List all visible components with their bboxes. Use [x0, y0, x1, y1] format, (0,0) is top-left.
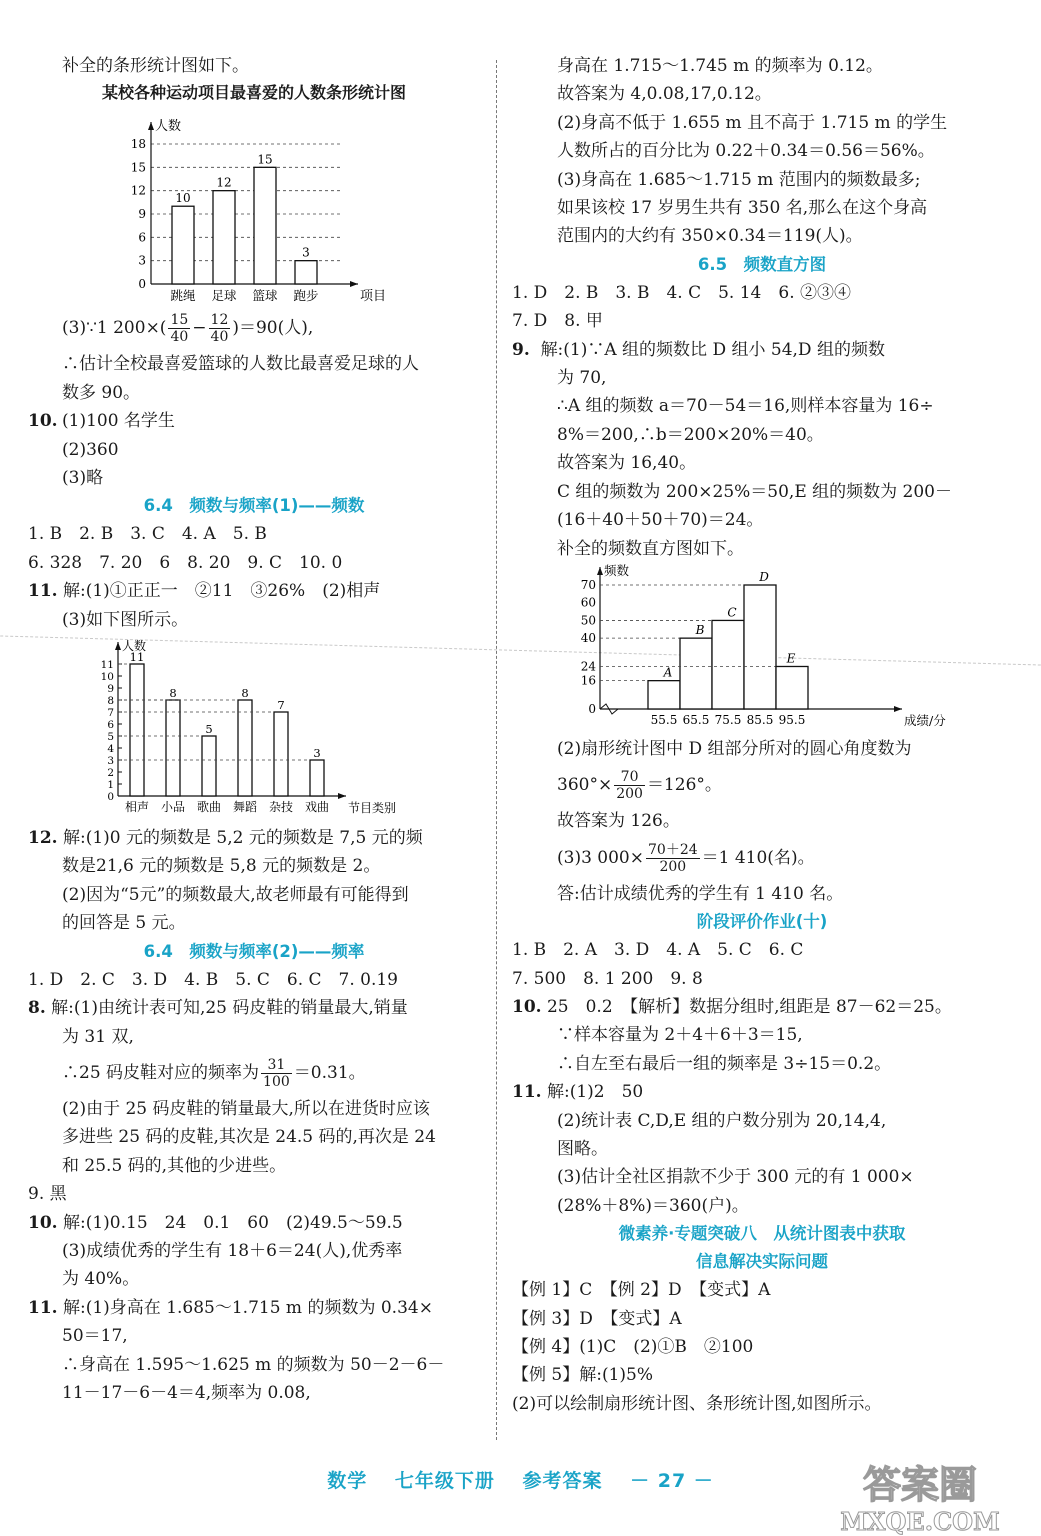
- denominator: 40: [210, 329, 229, 346]
- text-line: 故答案为 126。: [557, 811, 680, 832]
- text-line: 答:估计成绩优秀的学生有 1 410 名。: [557, 883, 844, 904]
- numerator: 15: [170, 312, 189, 329]
- text-line: 8%＝200,∴b＝200×20%＝40。: [557, 424, 824, 445]
- x-tick-label: 小品: [160, 800, 186, 815]
- denominator: 100: [263, 1073, 290, 1090]
- text-line: [512, 336, 1012, 364]
- histogram-bar: [744, 585, 776, 709]
- denominator: 40: [170, 329, 189, 346]
- text-line: ∴自左至右最后一组的频率是 3÷15＝0.2。: [557, 1053, 892, 1074]
- text: 360°×: [557, 775, 613, 796]
- text: 解:(1)0 元的频数是 5,2 元的频数是 7,5 元的频: [62, 828, 423, 849]
- text-line: ∴估计全校最喜爱篮球的人数比最喜爱足球的人: [62, 354, 419, 375]
- question-number: 10.: [512, 996, 542, 1017]
- bar: [202, 736, 216, 796]
- text-line: ∴身高在 1.595～1.625 m 的频数为 50－2－6－: [62, 1354, 445, 1375]
- text-line: (3)身高在 1.685～1.715 m 范围内的频数最多;: [557, 169, 921, 190]
- question-number: 11.: [28, 1297, 58, 1318]
- y-tick-label: 9: [107, 683, 114, 696]
- fraction: [646, 842, 700, 875]
- text-line: 故答案为 4,0.08,17,0.12。: [557, 84, 772, 105]
- text-line: 50＝17,: [62, 1326, 128, 1347]
- text-line: (1)100 名学生: [62, 411, 175, 432]
- text: 解:(1)身高在 1.685～1.715 m 的频数为 0.34×: [62, 1297, 433, 1318]
- bar-group-label: D: [759, 569, 769, 584]
- footer-subject: 数学: [327, 1470, 368, 1492]
- text: 解:(1)由统计表可知,25 码皮鞋的销量最大,销量: [51, 998, 408, 1019]
- x-tick-label: 95.5: [778, 712, 806, 727]
- text-line: [28, 577, 480, 605]
- text-line: 为 70,: [557, 368, 607, 389]
- text-line: 多进些 25 码的皮鞋,其次是 24.5 码的,再次是 24: [62, 1127, 436, 1148]
- x-tick-label: 杂技: [268, 800, 294, 815]
- y-tick-label: 9: [138, 207, 146, 222]
- text-line: (2)身高不低于 1.655 m 且不高于 1.715 m 的学生: [557, 112, 948, 133]
- text: ＝0.31。: [293, 1062, 366, 1083]
- text-line: [512, 1078, 1012, 1106]
- text-line: ∵样本容量为 2＋4＋6＋3＝15,: [557, 1025, 803, 1046]
- numerator: 70: [614, 769, 645, 786]
- x-axis-arrow: [894, 706, 902, 712]
- denominator: 200: [659, 858, 687, 875]
- y-axis-arrow: [597, 567, 603, 575]
- text-line-fraction: [28, 1051, 480, 1095]
- program-bar-chart: [28, 634, 480, 824]
- right-column: [512, 52, 1012, 1418]
- x-tick-label: 跑步: [293, 288, 319, 304]
- y-tick-label: 7: [107, 707, 114, 720]
- text-line: 为 31 双,: [62, 1026, 134, 1047]
- fraction: [614, 769, 645, 802]
- bar-value-label: 11: [129, 650, 145, 665]
- text: ＝126°。: [646, 775, 722, 796]
- bar: [130, 664, 144, 796]
- y-tick-label: 2: [107, 767, 114, 780]
- question-number: 11.: [512, 1082, 542, 1103]
- y-tick-label: 16: [580, 673, 596, 688]
- score-histogram: [512, 563, 1012, 735]
- text-line: (3)成绩优秀的学生有 18＋6＝24(人),优秀率: [62, 1240, 403, 1261]
- text-line: (2)统计表 C,D,E 组的户数分别为 20,14,4,: [557, 1110, 887, 1131]
- y-axis-arrow: [115, 642, 121, 650]
- text-line: 1. B 2. B 3. C 4. A 5. B: [28, 524, 267, 545]
- text-line-fraction: [512, 836, 1012, 880]
- watermark-top: 答案圈: [862, 1462, 978, 1507]
- text-line: [512, 993, 1012, 1021]
- text-line: [28, 1209, 480, 1237]
- footer-label: 参考答案: [522, 1470, 603, 1492]
- y-axis-label: 人数: [155, 119, 182, 135]
- text-line: 数是21,6 元的频数是 5,8 元的频数是 2。: [62, 856, 381, 877]
- bar: [172, 207, 194, 285]
- fraction: [261, 1057, 292, 1090]
- x-tick-label: 篮球: [252, 288, 278, 304]
- x-axis-label: 成绩/分: [904, 712, 946, 728]
- y-tick-label: 60: [580, 595, 596, 610]
- y-tick-label: 24: [580, 659, 596, 674]
- bar-value-label: 7: [277, 698, 285, 713]
- text-line: (2)可以绘制扇形统计图、条形统计图,如图所示。: [512, 1393, 882, 1414]
- x-tick-label: 歌曲: [196, 800, 222, 815]
- section-heading: 阶段评价作业(十): [696, 912, 828, 932]
- numerator: 70＋24: [648, 841, 698, 858]
- text-line: [28, 824, 480, 852]
- y-tick-label: 4: [107, 743, 114, 756]
- question-number: 9.: [512, 339, 530, 360]
- text-line: (2)因为“5元”的频数最大,故老师最有可能得到: [62, 884, 409, 905]
- text-line: 1. D 2. C 3. D 4. B 5. C 6. C 7. 0.19: [28, 969, 398, 990]
- bar-value-label: 5: [205, 722, 213, 737]
- x-tick-label: 舞蹈: [232, 800, 258, 815]
- text: 解:(1)∵A 组的频数比 D 组小 54,D 组的频数: [540, 339, 885, 360]
- text: ＝1 410(名)。: [701, 847, 815, 868]
- histogram-bar: [680, 638, 712, 709]
- y-axis-arrow: [148, 122, 154, 130]
- text-line: 【例 5】解:(1)5%: [512, 1365, 653, 1386]
- left-column: [28, 52, 480, 1407]
- text-line: 为 40%。: [62, 1269, 140, 1290]
- x-axis-arrow: [350, 281, 358, 287]
- footer-grade: 七年级下册: [394, 1470, 495, 1492]
- x-tick-label: 85.5: [746, 712, 774, 727]
- text: 解:(1)2 50: [546, 1082, 644, 1103]
- bar-value-label: 10: [175, 191, 191, 206]
- watermark-bottom: MXQE.COM: [840, 1507, 1000, 1536]
- y-tick-label: 3: [107, 755, 114, 768]
- text-line: 7. 500 8. 1 200 9. 8: [512, 968, 703, 989]
- text-line-fraction: [28, 306, 480, 350]
- x-tick-label: 戏曲: [304, 800, 330, 815]
- y-tick-label: 0: [107, 791, 114, 804]
- text: −: [192, 318, 207, 339]
- text-line: 补全的频数直方图如下。: [557, 538, 744, 559]
- bar-value-label: 3: [302, 246, 310, 261]
- bar-group-label: B: [695, 623, 705, 638]
- text-line: (3)估计全社区捐款不少于 300 元的有 1 000×: [557, 1167, 914, 1188]
- y-tick-label: 0: [138, 277, 146, 292]
- bar: [166, 700, 180, 796]
- section-heading: 微素养·专题突破八 从统计图表中获取: [618, 1224, 906, 1244]
- bar-value-label: 15: [257, 152, 273, 167]
- bar: [274, 712, 288, 796]
- y-tick-label: 11: [100, 659, 114, 672]
- text: 解:(1)①正正一 ②11 ③26% (2)相声: [62, 581, 381, 602]
- bar-value-label: 8: [169, 686, 177, 701]
- text-line: C 组的频数为 200×25%＝50,E 组的频数为 200－: [557, 481, 952, 502]
- histogram-bar: [648, 681, 680, 709]
- bar: [238, 700, 252, 796]
- text-line: [28, 994, 480, 1022]
- text-line: 如果该校 17 岁男生共有 350 名,那么在这个身高: [557, 198, 928, 219]
- bar-group-label: C: [727, 605, 737, 620]
- text-line: 6. 328 7. 20 6 8. 20 9. C 10. 0: [28, 552, 343, 573]
- x-tick-label: 相声: [124, 800, 150, 815]
- sport-bar-chart: [28, 106, 480, 306]
- y-tick-label: 18: [130, 137, 146, 152]
- text-line: (2)扇形统计图中 D 组部分所对的圆心角度数为: [557, 738, 912, 759]
- text: 25 0.2 【解析】数据分组时,组距是 87－62＝25。: [546, 996, 952, 1017]
- text-line: 的回答是 5 元。: [62, 913, 186, 934]
- y-tick-label: 0: [588, 701, 596, 716]
- x-tick-label: 跳绳: [170, 288, 196, 304]
- text-line: 人数所占的百分比为 0.22＋0.34＝0.56＝56%。: [557, 141, 935, 162]
- y-axis-label: 人数: [122, 639, 147, 654]
- watermark-logo: [818, 1458, 1023, 1536]
- numerator: 31: [261, 1057, 292, 1074]
- chart1-title: 某校各种运动项目最喜爱的人数条形统计图: [101, 83, 406, 103]
- y-tick-label: 3: [138, 254, 146, 269]
- text-line-fraction: [512, 763, 1012, 807]
- section-heading: 6.5 频数直方图: [697, 254, 827, 274]
- text: )＝90(人),: [232, 318, 314, 339]
- bar: [254, 168, 276, 285]
- text-line: (2)由于 25 码皮鞋的销量最大,所以在进货时应该: [62, 1098, 430, 1119]
- histogram-bar: [776, 666, 808, 709]
- x-tick-label: 55.5: [650, 712, 678, 727]
- page-number: － 27 －: [630, 1470, 714, 1492]
- bar-value-label: 12: [216, 176, 232, 191]
- y-tick-label: 8: [107, 695, 114, 708]
- y-tick-label: 6: [107, 719, 114, 732]
- text-line: (3)略: [62, 468, 104, 489]
- bar: [310, 760, 324, 796]
- text-line: 9. 黑: [28, 1184, 67, 1205]
- text-line: 数多 90。: [62, 382, 141, 403]
- text: (3)3 000×: [557, 847, 644, 868]
- text-line: 补全的条形统计图如下。: [62, 56, 249, 76]
- section-heading: 信息解决实际问题: [696, 1252, 828, 1272]
- text-line: ∴A 组的频数 a＝70－54＝16,则样本容量为 16÷: [557, 396, 934, 417]
- text-line: 【例 4】(1)C (2)①B ②100: [512, 1337, 754, 1357]
- text-line: (16＋40＋50＋70)＝24。: [557, 510, 764, 531]
- y-tick-label: 15: [130, 160, 146, 175]
- x-tick-label: 65.5: [682, 712, 710, 727]
- bar-group-label: E: [786, 651, 796, 666]
- y-tick-label: 5: [107, 731, 114, 744]
- y-tick-label: 10: [100, 671, 114, 684]
- bar: [295, 261, 317, 284]
- y-tick-label: 50: [580, 613, 596, 628]
- text: (3)∵1 200×(: [62, 318, 167, 339]
- y-tick-label: 1: [107, 779, 114, 792]
- text-line: 和 25.5 码的,其他的少进些。: [62, 1155, 287, 1176]
- text-line: 【例 1】C 【例 2】D 【变式】A: [512, 1280, 771, 1301]
- histogram-bar: [712, 620, 744, 709]
- denominator: 200: [616, 786, 643, 803]
- text-line: 身高在 1.715～1.745 m 的频率为 0.12。: [557, 56, 883, 76]
- x-tick-label: 75.5: [714, 712, 742, 727]
- y-tick-label: 70: [580, 577, 596, 592]
- section-heading: 6.4 频数与频率(2)——频率: [143, 941, 365, 961]
- text: 解:(1)0.15 24 0.1 60 (2)49.5～59.5: [62, 1212, 403, 1233]
- text-line: 11－17－6－4＝4,频率为 0.08,: [62, 1382, 311, 1403]
- bar-value-label: 8: [241, 686, 249, 701]
- question-number: 10.: [28, 1212, 58, 1233]
- text-line: 7. D 8. 甲: [512, 311, 603, 332]
- question-number: 8.: [28, 998, 46, 1019]
- question-number: 11.: [28, 581, 58, 602]
- x-axis-arrow: [338, 793, 346, 799]
- question-number: 10.: [28, 411, 58, 432]
- y-axis-label: 频数: [604, 562, 630, 578]
- numerator: 12: [210, 312, 229, 329]
- section-heading: 6.4 频数与频率(1)——频数: [143, 496, 365, 516]
- bar-group-label: A: [663, 665, 673, 680]
- y-tick-label: 40: [580, 631, 596, 646]
- text-line: 1. D 2. B 3. B 4. C 5. 14 6. ②③④: [512, 282, 851, 303]
- text-line: 1. B 2. A 3. D 4. A 5. C 6. C: [512, 940, 804, 961]
- x-tick-label: 足球: [211, 288, 237, 304]
- fraction: [209, 312, 231, 345]
- text-line: (3)如下图所示。: [62, 609, 189, 630]
- text-line: (28%＋8%)＝360(户)。: [557, 1195, 749, 1216]
- column-divider: [496, 60, 497, 1440]
- text-line: 范围内的大约有 350×0.34＝119(人)。: [557, 226, 863, 247]
- y-tick-label: 12: [130, 184, 146, 199]
- x-axis-label: 节目类别: [348, 801, 397, 816]
- bar-value-label: 3: [313, 746, 321, 761]
- question-number: 12.: [28, 828, 58, 849]
- x-axis-label: 项目: [360, 289, 387, 305]
- text-line: 故答案为 16,40。: [557, 453, 697, 474]
- text-line: (2)360: [62, 439, 119, 460]
- bar: [213, 191, 235, 284]
- y-tick-label: 6: [138, 230, 146, 245]
- text-line: 图略。: [557, 1138, 608, 1159]
- fraction: [168, 312, 190, 345]
- text-line: 【例 3】D 【变式】A: [512, 1308, 682, 1329]
- text-line: [28, 1294, 480, 1322]
- text: ∴25 码皮鞋对应的频率为: [62, 1062, 260, 1083]
